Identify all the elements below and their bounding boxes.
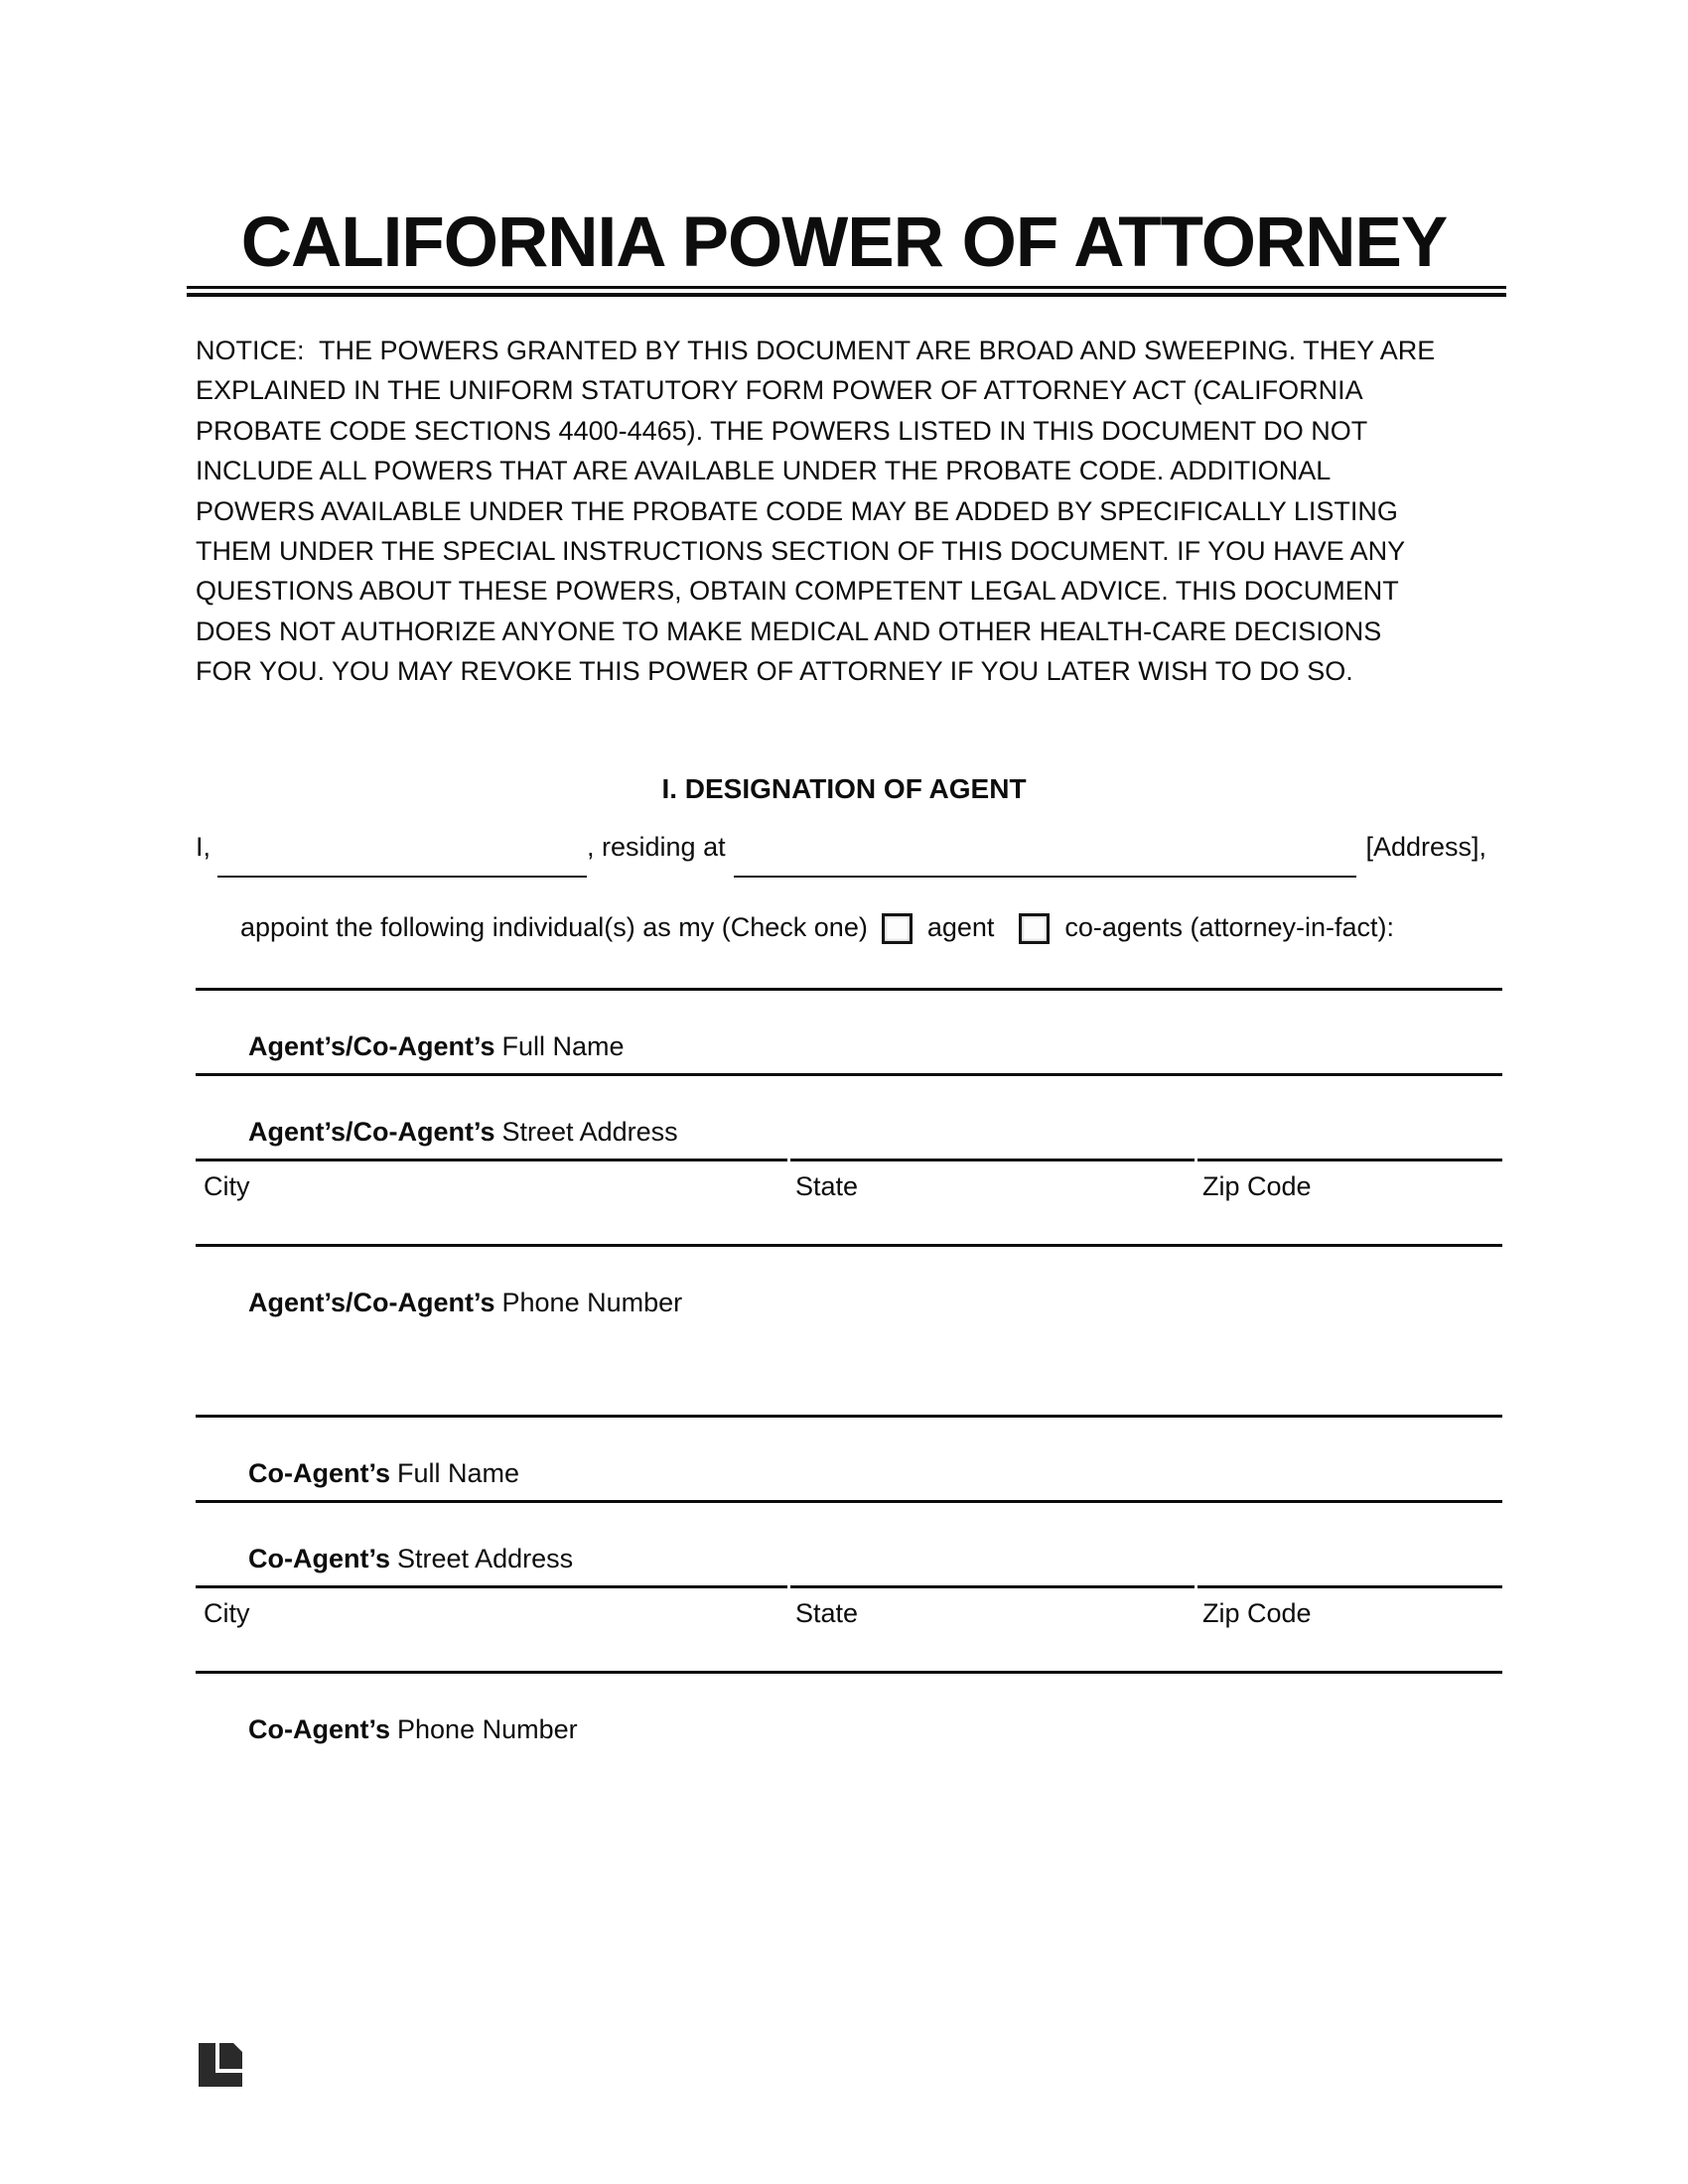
appointment-line-text: appoint the following individual(s) as my (Check one) <box>240 912 868 942</box>
field-label: Agent’s/Co-Agent’s Phone Number <box>248 1288 683 1317</box>
co-agents-checkbox[interactable] <box>1019 913 1050 944</box>
co-agent-state-field[interactable] <box>790 1585 1195 1629</box>
principal-name-blank[interactable] <box>217 832 587 878</box>
legal-templates-logo-icon <box>199 2043 242 2087</box>
section-heading-designation-of-agent: I. DESIGNATION OF AGENT <box>661 773 1027 804</box>
agent-option-label: agent <box>926 912 995 942</box>
city-label: City <box>204 1171 250 1201</box>
appointment-line <box>196 882 1486 975</box>
legal-templates-logo <box>199 2043 242 2087</box>
field-label: Co-Agent’s Full Name <box>248 1458 520 1488</box>
field-label: Co-Agent’s Phone Number <box>248 1714 578 1744</box>
zip-label: Zip Code <box>1202 1598 1312 1628</box>
title-divider <box>187 286 1506 297</box>
co-agent-city-state-zip-row <box>196 1585 1502 1645</box>
agent-phone-field[interactable] <box>196 1244 1502 1349</box>
agent-city-field[interactable] <box>196 1159 787 1202</box>
co-agent-phone-field[interactable] <box>196 1671 1502 1776</box>
document-title: CALIFORNIA POWER OF ATTORNEY <box>240 204 1448 282</box>
principal-line <box>196 832 1486 878</box>
agent-checkbox[interactable] <box>882 913 913 944</box>
address-tag: [Address], <box>1365 832 1486 862</box>
agent-zip-field[interactable] <box>1197 1159 1502 1202</box>
state-label: State <box>795 1598 859 1628</box>
agent-state-field[interactable] <box>790 1159 1195 1202</box>
agent-city-state-zip-row <box>196 1159 1502 1218</box>
co-agent-city-field[interactable] <box>196 1585 787 1629</box>
notice-line: QUESTIONS ABOUT THESE POWERS, OBTAIN COMPETENT LEGAL ADVICE. THIS DOCUMENT <box>196 576 1399 607</box>
zip-label: Zip Code <box>1202 1171 1312 1201</box>
city-label: City <box>204 1598 250 1628</box>
field-label: Co-Agent’s Street Address <box>248 1544 574 1573</box>
notice-line: PROBATE CODE SECTIONS 4400-4465). THE POWERS LISTED IN THIS DOCUMENT DO NOT <box>196 415 1368 446</box>
notice-line: EXPLAINED IN THE UNIFORM STATUTORY FORM POWER OF ATTORNEY ACT (CALIFORNIA <box>196 375 1363 406</box>
principal-line-pre: I, <box>196 832 211 862</box>
notice-line: NOTICE: THE POWERS GRANTED BY THIS DOCUMENT ARE BROAD AND SWEEPING. THEY ARE <box>196 336 1436 365</box>
field-label: Agent’s/Co-Agent’s Street Address <box>248 1117 678 1147</box>
principal-line-mid: , residing at <box>587 832 726 862</box>
designation-intro <box>196 832 1486 975</box>
co-agents-option-label: co-agents (attorney-in-fact): <box>1064 912 1395 942</box>
notice-line: DOES NOT AUTHORIZE ANYONE TO MAKE MEDICAL AND OTHER HEALTH-CARE DECISIONS <box>196 615 1382 646</box>
state-label: State <box>795 1171 859 1201</box>
notice-line: POWERS AVAILABLE UNDER THE PROBATE CODE MAY BE ADDED BY SPECIFICALLY LISTING <box>196 495 1398 526</box>
notice-paragraph <box>196 331 1516 692</box>
notice-line: THEM UNDER THE SPECIAL INSTRUCTIONS SECTION OF THIS DOCUMENT. IF YOU HAVE ANY <box>196 536 1406 567</box>
principal-address-blank[interactable] <box>734 832 1357 878</box>
notice-line: INCLUDE ALL POWERS THAT ARE AVAILABLE UNDER THE PROBATE CODE. ADDITIONAL <box>196 456 1332 486</box>
field-label: Agent’s/Co-Agent’s Full Name <box>248 1031 625 1061</box>
notice-line: FOR YOU. YOU MAY REVOKE THIS POWER OF ATTORNEY IF YOU LATER WISH TO DO SO. <box>196 656 1353 687</box>
co-agent-zip-field[interactable] <box>1197 1585 1502 1629</box>
